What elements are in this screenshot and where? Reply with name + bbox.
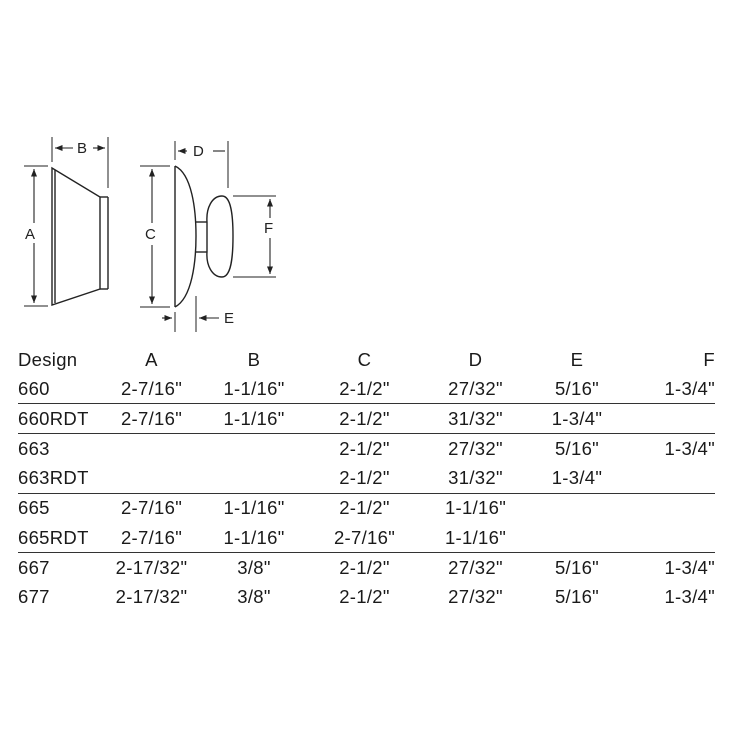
dimension-cell-a [104, 434, 199, 464]
table-row [18, 404, 715, 434]
column-header-f: F [703, 349, 715, 370]
dimension-cell-e: 5/16" [554, 437, 600, 459]
dimension-cell-d: 27/32" [448, 437, 503, 459]
dimension-cell-f [623, 523, 715, 553]
knob-side-view [175, 166, 233, 307]
rose-side-view [52, 168, 108, 305]
dimension-label-b: B [77, 140, 88, 157]
table-row [18, 374, 715, 404]
dimension-cell-a: 2-17/32" [115, 556, 188, 578]
design-cell: 660RDT [18, 404, 104, 434]
dimension-cell-d: 27/32" [420, 374, 531, 404]
dimension-cell-e: 5/16" [554, 556, 600, 578]
dimension-cell-c: 2-7/16" [309, 523, 420, 553]
dimension-cell-c: 2-1/2" [339, 437, 390, 459]
dimension-label-c: C [145, 226, 156, 243]
table-header-row [18, 346, 715, 374]
table-row [18, 434, 715, 464]
design-cell: 677 [18, 585, 50, 607]
design-cell: 665RDT [18, 523, 104, 553]
dimension-spec-table [18, 346, 715, 612]
dimension-cell-b: 1-1/16" [199, 374, 309, 404]
design-cell: 667 [18, 556, 50, 578]
column-header-c: C [357, 349, 372, 370]
dimension-cell-d: 31/32" [420, 464, 531, 494]
dimension-cell-a: 2-7/16" [104, 404, 199, 434]
dimension-cell-b [199, 434, 309, 464]
dimension-cell-a: 2-7/16" [104, 523, 199, 553]
dimension-cell-a [104, 464, 199, 494]
dimension-cell-f: 1-3/4" [664, 585, 715, 607]
dimension-cell-d: 27/32" [448, 556, 503, 578]
design-cell: 663RDT [18, 464, 104, 494]
dimension-cell-e: 1-3/4" [531, 404, 623, 434]
dimension-cell-a: 2-7/16" [104, 374, 199, 404]
dimension-label-f: F [264, 220, 274, 237]
dimension-cell-d: 1-1/16" [420, 523, 531, 553]
column-header-a: A [145, 349, 158, 370]
column-header-b: B [247, 349, 261, 370]
dimension-cell-b [199, 464, 309, 494]
dimension-cell-f: 1-3/4" [664, 437, 715, 459]
dimension-label-e: E [224, 310, 235, 327]
dimension-cell-e [531, 523, 623, 553]
design-cell: 663 [18, 437, 50, 459]
dimension-cell-b: 3/8" [237, 556, 271, 578]
dimension-cell-c: 2-1/2" [339, 585, 390, 607]
dimension-cell-b: 1-1/16" [199, 523, 309, 553]
dimension-cell-c: 2-1/2" [309, 374, 420, 404]
dimension-cell-c: 2-1/2" [339, 556, 390, 578]
dimension-cell-a: 2-7/16" [120, 497, 183, 519]
dimension-cell-f: 1-3/4" [623, 374, 715, 404]
column-header-e: E [570, 349, 584, 370]
dimension-cell-d: 1-1/16" [444, 497, 507, 519]
dimension-cell-b: 3/8" [237, 585, 271, 607]
dimension-cell-f [623, 404, 715, 434]
dimension-cell-a: 2-17/32" [115, 585, 188, 607]
table-row [18, 523, 715, 553]
dimension-cell-e: 5/16" [531, 374, 623, 404]
dimension-cell-e: 1-3/4" [531, 464, 623, 494]
dimension-cell-f [623, 464, 715, 494]
dimension-cell-c: 2-1/2" [339, 497, 390, 519]
design-cell: 665 [18, 497, 50, 519]
table-row [18, 582, 715, 611]
table-row [18, 493, 715, 523]
dimension-label-d: D [193, 143, 204, 160]
column-header-design: Design [18, 349, 78, 370]
dimension-cell-d: 27/32" [448, 585, 503, 607]
table-row [18, 553, 715, 583]
dimension-cell-b: 1-1/16" [223, 497, 285, 519]
dimension-cell-e: 5/16" [554, 585, 600, 607]
dimension-cell-b: 1-1/16" [199, 404, 309, 434]
dimension-cell-e [531, 493, 623, 523]
dimension-cell-c: 2-1/2" [309, 464, 420, 494]
dimension-label-a: A [25, 226, 36, 243]
dimension-cell-f: 1-3/4" [664, 556, 715, 578]
dimension-cell-f [623, 493, 715, 523]
column-header-d: D [468, 349, 483, 370]
design-cell: 660 [18, 374, 104, 404]
table-body [18, 374, 715, 612]
dimension-cell-d: 31/32" [420, 404, 531, 434]
table-row [18, 464, 715, 494]
dimension-cell-c: 2-1/2" [309, 404, 420, 434]
